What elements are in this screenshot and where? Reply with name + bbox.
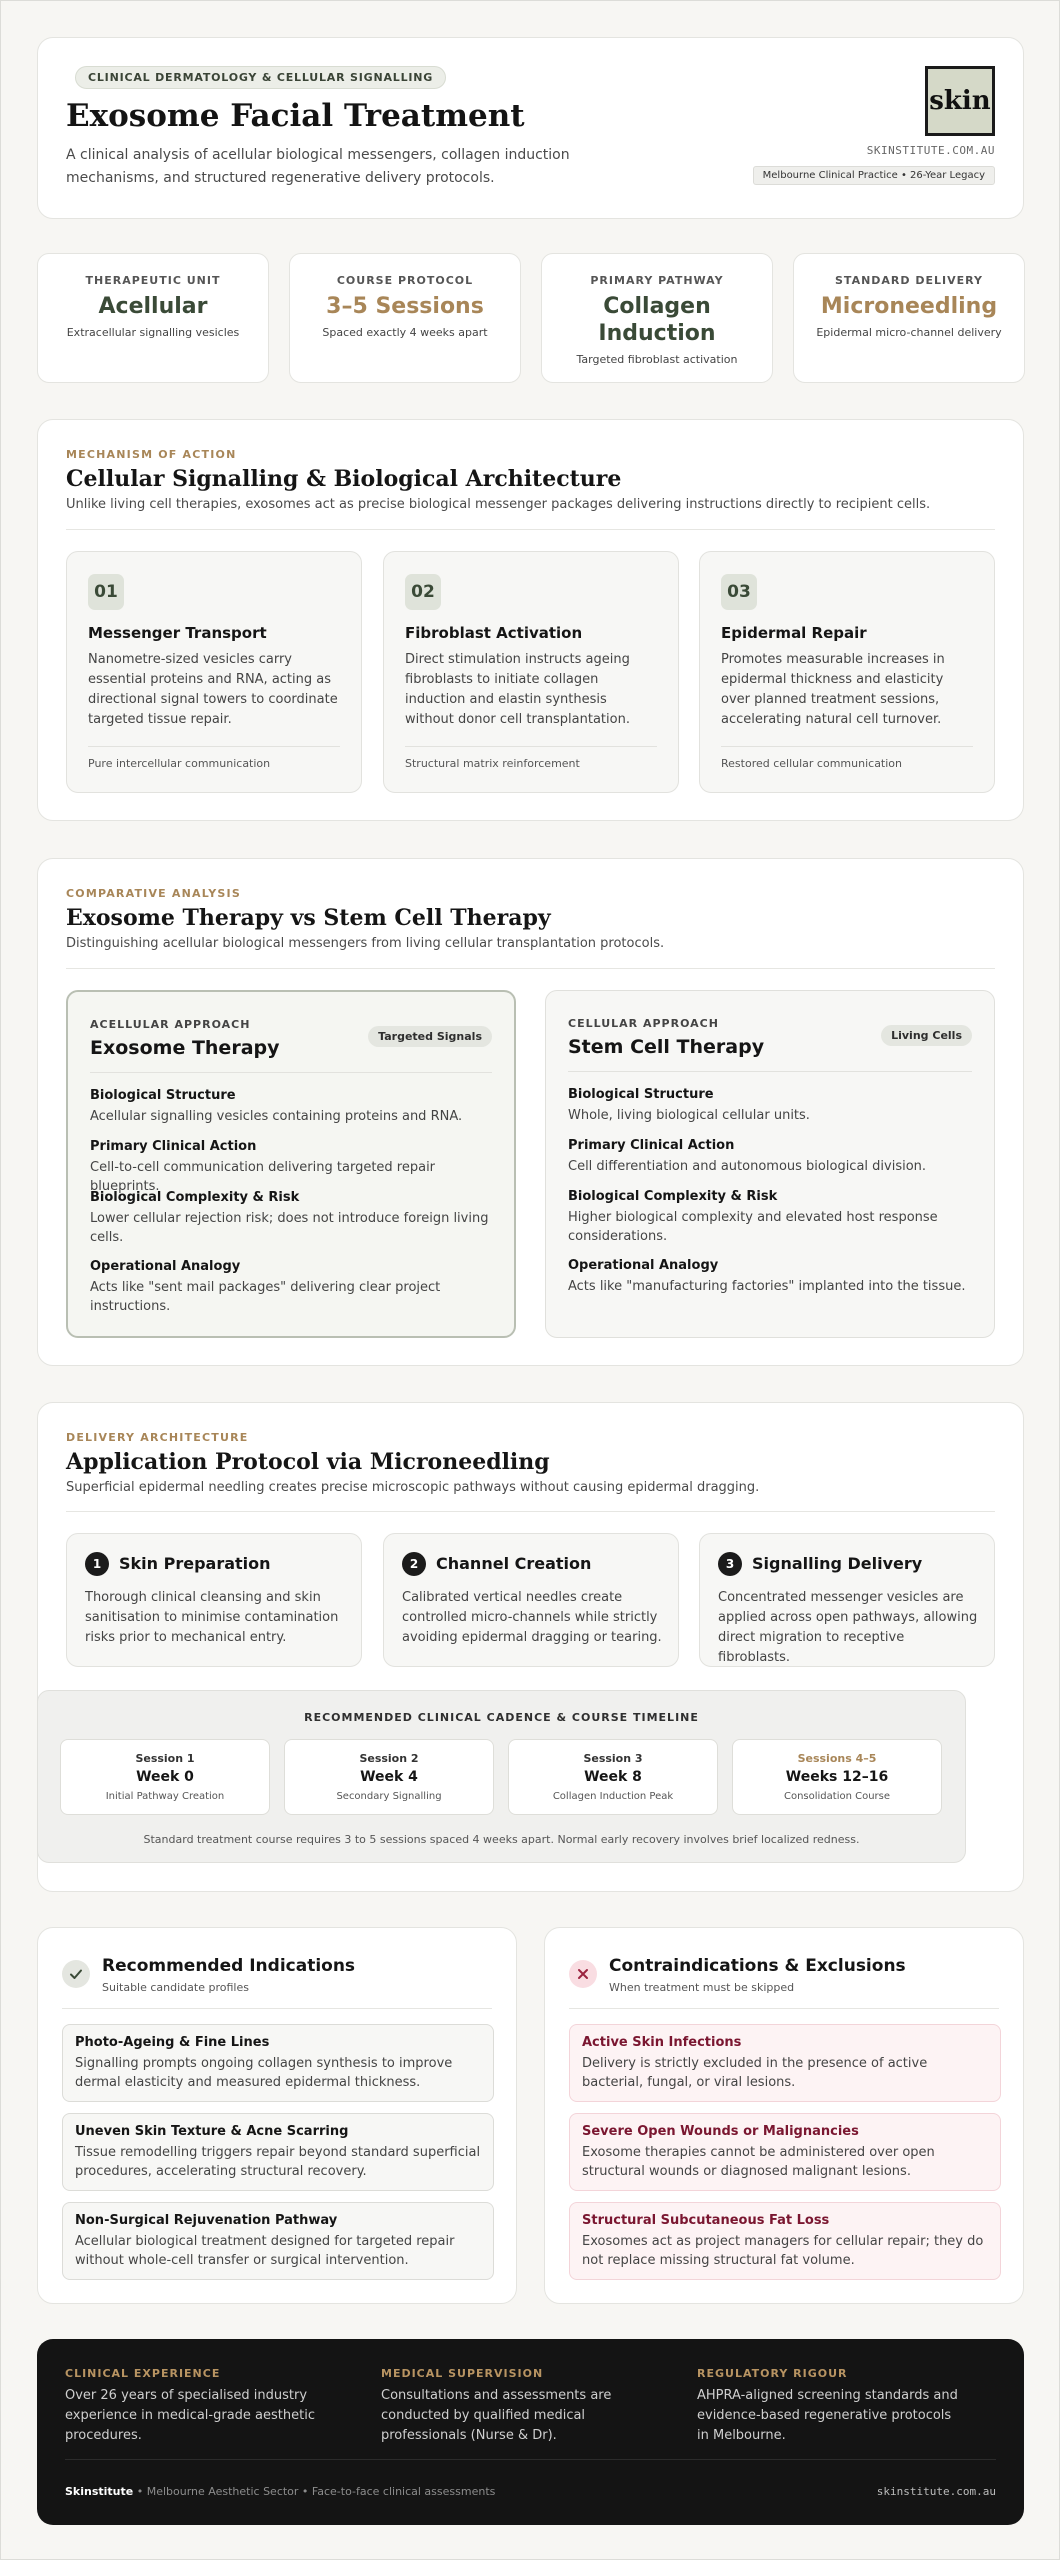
contraindication-item bbox=[569, 2202, 1001, 2280]
footer-brand[interactable]: Skinstitute bbox=[65, 2485, 134, 2498]
divider bbox=[66, 1511, 995, 1512]
footer-brand-rest: • Melbourne Aesthetic Sector • Face-to-face clinical assessments bbox=[133, 2485, 496, 2498]
row-value: Acts like "sent mail packages" delivering clear project instructions. bbox=[90, 1280, 441, 1314]
mechanism-card bbox=[699, 551, 995, 793]
indications-card bbox=[37, 1927, 517, 2304]
session-desc: Secondary Signalling bbox=[336, 1791, 442, 1802]
session-label: Session 3 bbox=[583, 1752, 643, 1765]
item-title: Uneven Skin Texture & Acne Scarring bbox=[75, 2124, 349, 2139]
course-timeline bbox=[37, 1690, 966, 1863]
row-value: Cell differentiation and autonomous biological division. bbox=[568, 1159, 927, 1174]
step-card bbox=[66, 1533, 362, 1667]
row-value: Whole, living biological cellular units. bbox=[568, 1108, 810, 1123]
row-key: Primary Clinical Action bbox=[568, 1138, 735, 1153]
divider bbox=[405, 746, 657, 747]
step-desc: Calibrated vertical needles create controlled micro-channels while strictly avoiding epidermal dragging or tearing. bbox=[402, 1590, 662, 1645]
card-desc: Nanometre-sized vesicles carry essential proteins and RNA, acting as directional signal towers to coordinate targeted tissue repair. bbox=[88, 652, 338, 727]
stat-desc: Spaced exactly 4 weeks apart bbox=[322, 326, 488, 339]
step-title: Channel Creation bbox=[436, 1554, 592, 1573]
session-week: Week 4 bbox=[360, 1769, 418, 1785]
stat-value: Acellular bbox=[98, 294, 208, 319]
card-subtitle: Suitable candidate profiles bbox=[102, 1981, 249, 1994]
section-title: Exosome Therapy vs Stem Cell Therapy bbox=[66, 905, 551, 931]
section-subtitle: Distinguishing acellular biological messengers from living cellular transplantation protocols. bbox=[66, 936, 665, 951]
stat-course-protocol bbox=[289, 253, 521, 383]
session-card bbox=[284, 1739, 494, 1815]
footer bbox=[37, 2339, 1024, 2525]
stat-desc: Epidermal micro-channel delivery bbox=[816, 326, 1002, 339]
step-number: 3 bbox=[718, 1552, 742, 1576]
status-badge: Targeted Signals bbox=[368, 1026, 492, 1047]
stat-label: STANDARD DELIVERY bbox=[835, 274, 983, 287]
comparison-row bbox=[90, 1190, 495, 1247]
step-title: Skin Preparation bbox=[119, 1554, 271, 1573]
section-subtitle: Superficial epidermal needling creates precise microscopic pathways without causing epidermal dragging. bbox=[66, 1480, 760, 1495]
session-label: Session 1 bbox=[135, 1752, 195, 1765]
row-value: Higher biological complexity and elevated host response considerations. bbox=[568, 1210, 938, 1244]
comparison-row bbox=[90, 1259, 495, 1316]
divider bbox=[65, 2459, 996, 2460]
session-week: Weeks 12–16 bbox=[785, 1769, 889, 1785]
divider bbox=[88, 746, 340, 747]
contraindication-item bbox=[569, 2024, 1001, 2102]
step-title: Signalling Delivery bbox=[752, 1554, 923, 1573]
stat-therapeutic-unit bbox=[37, 253, 269, 383]
footer-column-title: MEDICAL SUPERVISION bbox=[381, 2367, 544, 2380]
indication-item bbox=[62, 2113, 494, 2191]
card-title: Messenger Transport bbox=[88, 624, 267, 642]
item-title: Photo-Ageing & Fine Lines bbox=[75, 2035, 270, 2050]
divider bbox=[66, 529, 995, 530]
session-desc: Consolidation Course bbox=[783, 1791, 891, 1802]
section-subtitle: Unlike living cell therapies, exosomes act as precise biological messenger packages delivering instructions directly to recipient cells. bbox=[66, 497, 931, 512]
step-number: 1 bbox=[85, 1552, 109, 1576]
card-footnote: Pure intercellular communication bbox=[88, 757, 271, 770]
practice-tag: Melbourne Clinical Practice • 26-Year Legacy bbox=[753, 166, 995, 185]
comparison-row bbox=[90, 1139, 495, 1196]
divider bbox=[90, 1072, 492, 1073]
timeline-note: Standard treatment course requires 3 to 5 sessions spaced 4 weeks apart. Normal early recovery involves brief localized redness. bbox=[143, 1833, 860, 1846]
card-desc: Promotes measurable increases in epidermal thickness and elasticity over planned treatment sessions, accelerating natural cell turnover. bbox=[721, 652, 945, 727]
footer-column-text: AHPRA-aligned screening standards and evidence-based regenerative protocols in Melbourne. bbox=[697, 2388, 958, 2443]
divider bbox=[569, 2008, 999, 2009]
indication-item bbox=[62, 2024, 494, 2102]
stat-value: 3–5 Sessions bbox=[326, 294, 484, 319]
brand-logo[interactable]: skin bbox=[925, 66, 995, 136]
step-card bbox=[699, 1533, 995, 1667]
row-value: Acellular signalling vesicles containing proteins and RNA. bbox=[90, 1109, 463, 1124]
card-subtitle: When treatment must be skipped bbox=[609, 1981, 795, 1994]
step-number: 2 bbox=[402, 1552, 426, 1576]
comparison-row bbox=[90, 1088, 495, 1126]
card-title: Recommended Indications bbox=[102, 1956, 356, 1976]
stat-label: PRIMARY PATHWAY bbox=[590, 274, 724, 287]
item-desc: Exosomes act as project managers for cellular repair; they do not replace missing structural fat volume. bbox=[582, 2234, 984, 2268]
row-key: Biological Structure bbox=[90, 1088, 236, 1103]
check-icon bbox=[62, 1960, 90, 1988]
card-title: Epidermal Repair bbox=[721, 624, 867, 642]
footer-column-text: Consultations and assessments are conducted by qualified medical professionals (Nurse & Dr). bbox=[381, 2388, 612, 2443]
stat-value: Microneedling bbox=[820, 294, 998, 319]
comparison-row bbox=[568, 1087, 973, 1125]
session-week: Week 8 bbox=[584, 1769, 642, 1785]
comparison-row bbox=[568, 1189, 973, 1246]
category-pill: CLINICAL DERMATOLOGY & CELLULAR SIGNALLING bbox=[75, 66, 446, 89]
item-desc: Exosome therapies cannot be administered over open structural wounds or diagnosed malignant lesions. bbox=[582, 2145, 935, 2179]
contraindications-card bbox=[544, 1927, 1024, 2304]
row-key: Biological Structure bbox=[568, 1087, 714, 1102]
card-title: Stem Cell Therapy bbox=[568, 1036, 765, 1058]
footer-domain-link[interactable]: skinstitute.com.au bbox=[876, 2485, 996, 2498]
session-desc: Initial Pathway Creation bbox=[105, 1791, 225, 1802]
card-eyebrow: ACELLULAR APPROACH bbox=[90, 1018, 251, 1031]
mechanism-card bbox=[66, 551, 362, 793]
stat-label: COURSE PROTOCOL bbox=[336, 274, 474, 287]
section-title: Cellular Signalling & Biological Architecture bbox=[66, 466, 622, 492]
brand-domain[interactable]: SKINSTITUTE.COM.AU bbox=[866, 144, 995, 157]
card-title: Contraindications & Exclusions bbox=[609, 1956, 906, 1976]
status-badge: Living Cells bbox=[881, 1025, 972, 1046]
stat-desc: Targeted fibroblast activation bbox=[576, 353, 738, 366]
footer-column-title: CLINICAL EXPERIENCE bbox=[65, 2367, 221, 2380]
item-desc: Signalling prompts ongoing collagen synthesis to improve dermal elasticity and measured epidermal thickness. bbox=[75, 2056, 453, 2090]
footer-column-text: Over 26 years of specialised industry experience in medical-grade aesthetic procedures. bbox=[65, 2388, 315, 2443]
divider bbox=[721, 746, 973, 747]
step-desc: Concentrated messenger vesicles are applied across open pathways, allowing direct migration to receptive fibroblasts. bbox=[718, 1590, 978, 1665]
stat-label: THERAPEUTIC UNIT bbox=[85, 274, 221, 287]
stat-primary-pathway bbox=[541, 253, 773, 383]
section-eyebrow: DELIVERY ARCHITECTURE bbox=[66, 1431, 249, 1444]
row-value: Cell-to-cell communication delivering targeted repair blueprints. bbox=[90, 1160, 436, 1194]
row-value: Acts like "manufacturing factories" implanted into the tissue. bbox=[568, 1279, 966, 1294]
section-title: Application Protocol via Microneedling bbox=[66, 1449, 550, 1475]
session-card bbox=[60, 1739, 270, 1815]
item-title: Non-Surgical Rejuvenation Pathway bbox=[75, 2213, 338, 2228]
row-key: Operational Analogy bbox=[568, 1258, 719, 1273]
contraindication-item bbox=[569, 2113, 1001, 2191]
card-footnote: Restored cellular communication bbox=[721, 757, 903, 770]
card-desc: Direct stimulation instructs ageing fibroblasts to initiate collagen induction and elastin synthesis without donor cell transplantation. bbox=[405, 652, 630, 727]
session-week: Week 0 bbox=[136, 1769, 194, 1785]
step-card bbox=[383, 1533, 679, 1667]
divider bbox=[62, 2008, 492, 2009]
timeline-title: RECOMMENDED CLINICAL CADENCE & COURSE TIMELINE bbox=[304, 1711, 699, 1724]
card-eyebrow: CELLULAR APPROACH bbox=[568, 1017, 719, 1030]
card-number: 01 bbox=[88, 574, 124, 610]
item-title: Structural Subcutaneous Fat Loss bbox=[582, 2213, 830, 2228]
footer-column bbox=[381, 2367, 651, 2446]
stat-value: Collagen Induction bbox=[598, 294, 716, 346]
footer-brand-line bbox=[65, 2485, 495, 2498]
header-card bbox=[37, 37, 1024, 219]
item-desc: Tissue remodelling triggers repair beyond standard superficial procedures, accelerating structural recovery. bbox=[75, 2145, 481, 2179]
card-title: Fibroblast Activation bbox=[405, 624, 583, 642]
card-title: Exosome Therapy bbox=[90, 1037, 280, 1059]
page-intro: A clinical analysis of acellular biological messengers, collagen induction mechanisms, and structured regenerative delivery protocols. bbox=[66, 147, 570, 186]
divider bbox=[568, 1071, 972, 1072]
card-number: 03 bbox=[721, 574, 757, 610]
mechanism-card bbox=[383, 551, 679, 793]
footer-column-title: REGULATORY RIGOUR bbox=[697, 2367, 848, 2380]
stat-standard-delivery bbox=[793, 253, 1025, 383]
card-number: 02 bbox=[405, 574, 441, 610]
stem-cell-therapy-card bbox=[545, 990, 995, 1338]
comparison-row bbox=[568, 1258, 973, 1296]
row-value: Lower cellular rejection risk; does not introduce foreign living cells. bbox=[90, 1211, 489, 1245]
section-eyebrow: COMPARATIVE ANALYSIS bbox=[66, 887, 241, 900]
page-title: Exosome Facial Treatment bbox=[66, 98, 525, 134]
item-desc: Acellular biological treatment designed for targeted repair without whole-cell transfer or surgical intervention. bbox=[75, 2234, 455, 2268]
session-label: Session 2 bbox=[359, 1752, 419, 1765]
session-card bbox=[732, 1739, 942, 1815]
divider bbox=[66, 968, 995, 969]
row-key: Primary Clinical Action bbox=[90, 1139, 257, 1154]
footer-column bbox=[65, 2367, 335, 2446]
session-desc: Collagen Induction Peak bbox=[552, 1791, 674, 1802]
close-icon bbox=[569, 1960, 597, 1988]
row-key: Biological Complexity & Risk bbox=[568, 1189, 778, 1204]
stat-desc: Extracellular signalling vesicles bbox=[66, 326, 240, 339]
session-label: Sessions 4–5 bbox=[797, 1752, 877, 1765]
card-footnote: Structural matrix reinforcement bbox=[405, 757, 580, 770]
item-title: Active Skin Infections bbox=[582, 2035, 742, 2050]
item-title: Severe Open Wounds or Malignancies bbox=[582, 2124, 859, 2139]
row-key: Operational Analogy bbox=[90, 1259, 241, 1274]
exosome-therapy-card bbox=[66, 990, 516, 1338]
item-desc: Delivery is strictly excluded in the presence of active bacterial, fungal, or viral lesions. bbox=[582, 2056, 928, 2090]
comparison-row bbox=[568, 1138, 973, 1176]
step-desc: Thorough clinical cleansing and skin sanitisation to minimise contamination risks prior to mechanical entry. bbox=[85, 1590, 339, 1645]
footer-column bbox=[697, 2367, 967, 2446]
row-key: Biological Complexity & Risk bbox=[90, 1190, 300, 1205]
indication-item bbox=[62, 2202, 494, 2280]
session-card bbox=[508, 1739, 718, 1815]
section-eyebrow: MECHANISM OF ACTION bbox=[66, 448, 237, 461]
